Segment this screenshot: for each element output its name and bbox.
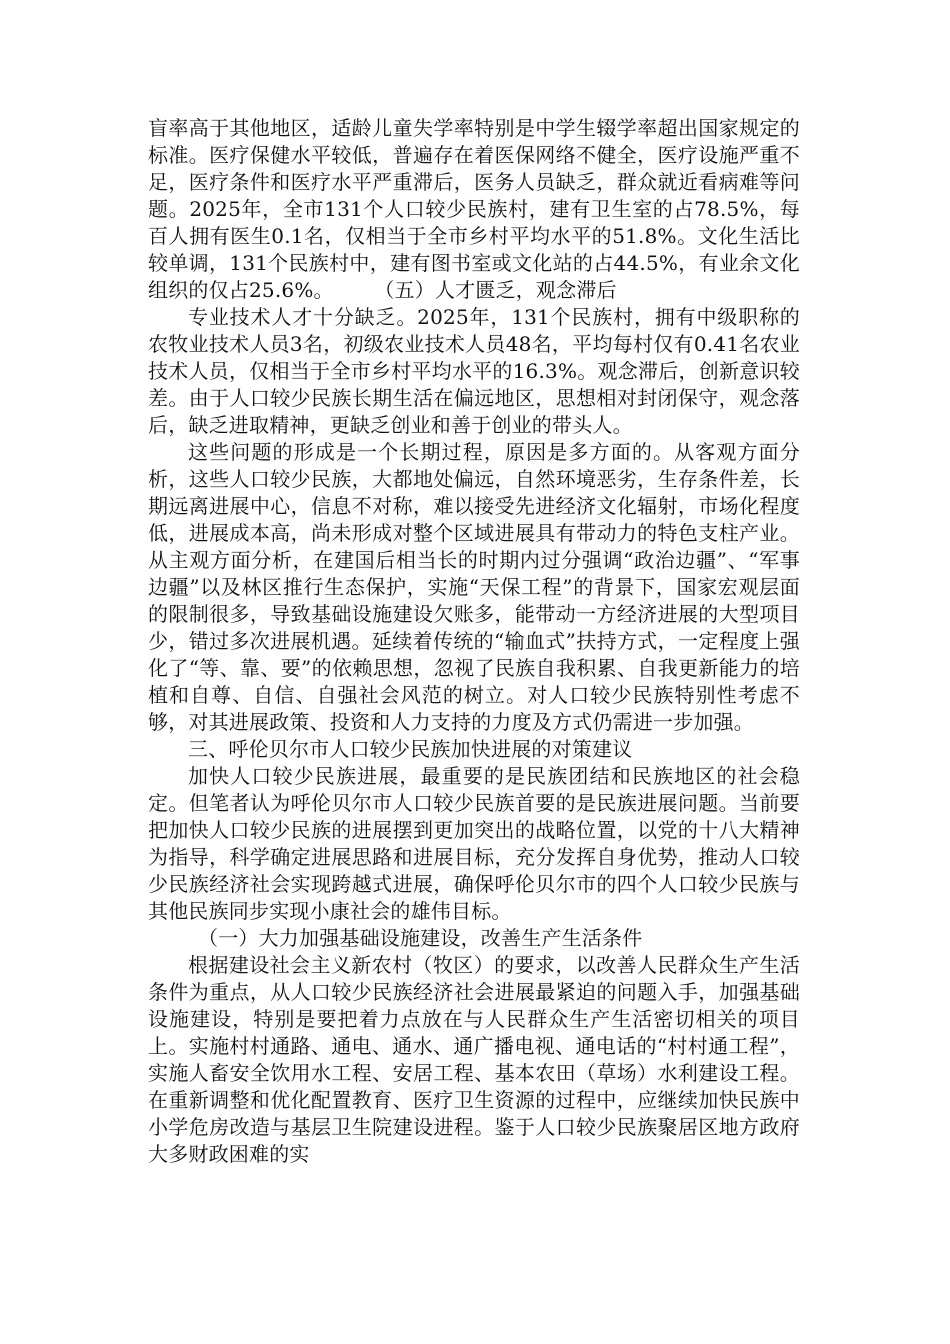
paragraph-health-culture: 盲率高于其他地区，适龄儿童失学率特别是中学生辍学率超出国家规定的标准。医疗保健水平较低，普遍存在着医保网络不健全，医疗设施严重不足，医疗条件和医疗水平严重滞后，医务人员缺乏，群众就近看病难等问题。2025年，全市131个人口较少民族村，建有卫生室的占78.5%，每百人拥有医生0.1名，仅相当于全市乡村平均水平的51.8%。文化生活比较单调，131个民族村中，建有图书室或文化站的占44.5%，有业余文化组织的仅占25.6%。 （五）人才匮乏，观念滞后	[148, 116, 800, 302]
paragraph-talent-shortage: 专业技术人才十分缺乏。2025年，131个民族村，拥有中级职称的农牧业技术人员3名，初级农业技术人员48名，平均每村仅有0.41名农业技术人员，仅相当于全市乡村平均水平的16.3%。观念滞后，创新意识较差。由于人口较少民族长期生活在偏远地区，思想相对封闭保守，观念落后，缺乏进取精神，更缺乏创业和善于创业的带头人。	[148, 305, 800, 437]
document-page	[148, 115, 800, 1168]
paragraph-development-goals: 加快人口较少民族进展，最重要的是民族团结和民族地区的社会稳定。但笔者认为呼伦贝尔市人口较少民族首要的是民族进展问题。当前要把加快人口较少民族的进展摆到更加突出的战略位置，以党的十八大精神为指导，科学确定进展思路和进展目标，充分发挥自身优势，推动人口较少民族经济社会实现跨越式进展，确保呼伦贝尔市的四个人口较少民族与其他民族同步实现小康社会的雄伟目标。	[148, 764, 800, 923]
paragraph-infrastructure-construction: 根据建设社会主义新农村（牧区）的要求，以改善人民群众生产生活条件为重点，从人口较少民族经济社会进展最紧迫的问题入手，加强基础设施建设，特别是要把着力点放在与人民群众生产生活密切相关的项目上。实施村村通路、通电、通水、通广播电视、通电话的“村村通工程”，实施人畜安全饮用水工程、安居工程、基本农田（草场）水利建设工程。在重新调整和优化配置教育、医疗卫生资源的过程中，应继续加快民族中小学危房改造与基层卫生院建设进程。鉴于人口较少民族聚居区地方政府大多财政困难的实	[148, 953, 800, 1166]
section-heading-countermeasures: 三、呼伦贝尔市人口较少民族加快进展的对策建议	[188, 737, 633, 761]
paragraph-causes-analysis: 这些问题的形成是一个长期过程，原因是多方面的。从客观方面分析，这些人口较少民族，大都地处偏远，自然环境恶劣，生存条件差，长期远离进展中心，信息不对称，难以接受先进经济文化辐射，市场化程度低，进展成本高，尚未形成对整个区域进展具有带动力的特色支柱产业。从主观方面分析，在建国后相当长的时期内过分强调“政治边疆”、“军事边疆”以及林区推行生态保护，实施“天保工程”的背景下，国家宏观层面的限制很多，导致基础设施建设欠账多，能带动一方经济进展的大型项目少，错过多次进展机遇。延续着传统的“输血式”扶持方式，一定程度上强化了“等、靠、要”的依赖思想，忽视了民族自我积累、自我更新能力的培植和自尊、自信、自强社会风范的树立。对人口较少民族特别性考虑不够，对其进展政策、投资和人力支持的力度及方式仍需进一步加强。	[148, 440, 800, 734]
subsection-heading-infrastructure: （一）大力加强基础设施建设，改善生产生活条件	[198, 926, 643, 950]
